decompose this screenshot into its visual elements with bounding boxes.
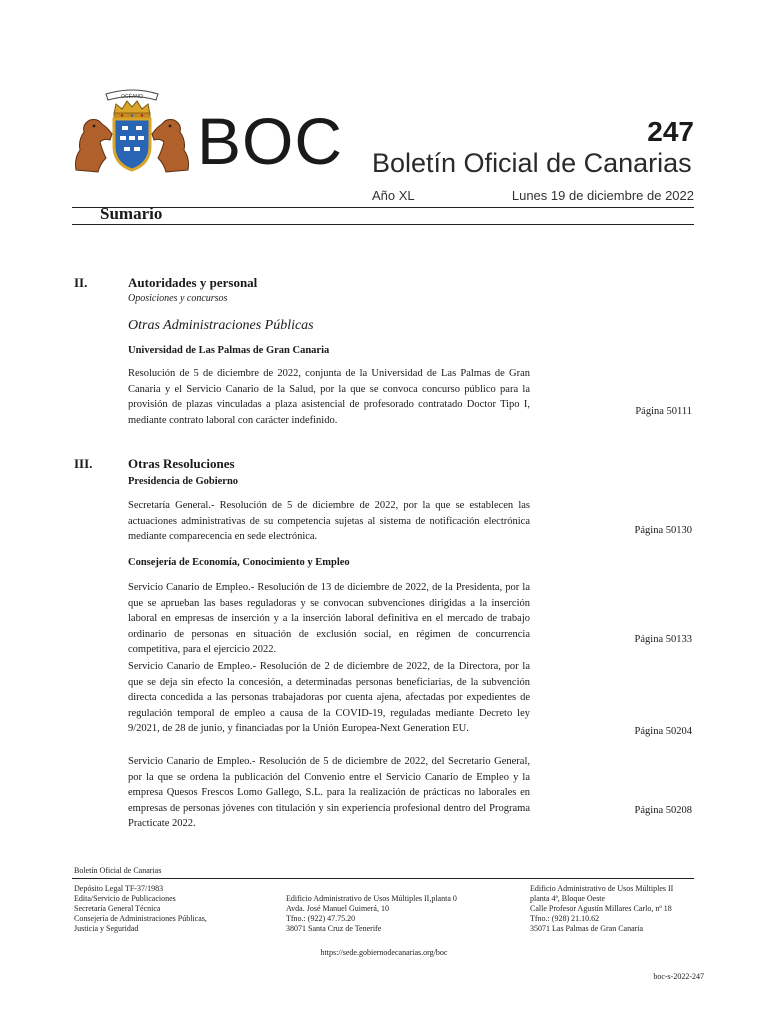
publication-year: Año XL	[372, 188, 415, 203]
footer-column-las-palmas	[530, 884, 705, 934]
page-reference[interactable]: Página 50111	[635, 406, 692, 417]
section-title: Autoridades y personal	[128, 275, 258, 290]
footer-line: Justicia y Seguridad	[74, 924, 139, 933]
publication-title: Boletín Oficial de Canarias	[372, 148, 692, 178]
summary-entry-text[interactable]: Servicio Canario de Empleo.- Resolución de 5 de diciembre de 2022, del Secretario General, por la que se ordena la publicación del Convenio entre el Servicio Canario de Empleo y la empresa Quesos Frescos Lomo Gallego, S.L. para la realización de prácticas no laborales en empresas de personas jóvenes con titulación y sin experiencia profesional dentro del Programa Practicate 2022.	[128, 756, 530, 829]
section-number: III.	[74, 456, 93, 471]
footer-url-link[interactable]: https://sede.gobiernodecanarias.org/boc	[320, 948, 448, 957]
section-number: II.	[74, 275, 88, 290]
page-reference[interactable]: Página 50130	[634, 525, 692, 536]
publication-date: Lunes 19 de diciembre de 2022	[511, 188, 694, 203]
footer-line: planta 4ª, Bloque Oeste	[530, 894, 606, 903]
footer-column-tenerife	[286, 894, 516, 934]
header-divider	[72, 207, 694, 208]
department-heading: Presidencia de Gobierno	[128, 476, 239, 487]
boc-logotype: BOC	[197, 104, 344, 178]
summary-entry-text[interactable]: Servicio Canario de Empleo.- Resolución de 13 de diciembre de 2022, de la Presidenta, por la que se aprueban las bases reguladoras y se convocan subvenciones dirigidas a la inserción laboral en empresas de inserción y a la inserción laboral definitiva en el mercado de trabajo ordinario de personas en situación de exclusión social, en régimen de concurrencia competitiva, para el ejercicio 2022.	[128, 582, 530, 655]
footer-line: Consejería de Administraciones Públicas,	[74, 914, 207, 923]
summary-divider	[72, 224, 694, 225]
footer-line: Edificio Administrativo de Usos Múltiples II	[530, 884, 674, 893]
page-reference[interactable]: Página 50133	[634, 634, 692, 645]
section-title: Otras Resoluciones	[128, 456, 235, 471]
footer-line: Avda. José Manuel Guimerá, 10	[286, 904, 389, 913]
footer-line: Edificio Administrativo de Usos Múltiples II,planta 0	[286, 894, 457, 903]
svg-text:OCÉANO: OCÉANO	[121, 94, 143, 100]
footer-publisher: Boletín Oficial de Canarias	[74, 866, 162, 875]
canary-coat-of-arms-logo	[70, 84, 194, 176]
footer-line: 35071 Las Palmas de Gran Canaria	[530, 924, 644, 933]
footer-line: Tfno.: (922) 47.75.20	[286, 914, 356, 923]
footer-line: Tfno.: (928) 21.10.62	[530, 914, 600, 923]
footer-line: 38071 Santa Cruz de Tenerife	[286, 924, 382, 933]
section-subtitle: Oposiciones y concursos	[128, 293, 228, 304]
page-reference[interactable]: Página 50204	[634, 726, 692, 737]
summary-entry-text[interactable]: Secretaría General.- Resolución de 5 de diciembre de 2022, por la que se establecen las actuaciones administrativas de su competencia sujetas al sistema de notificación electrónica mediante comparecencia en sede electrónica.	[128, 500, 530, 542]
issue-number: 247	[647, 116, 694, 147]
organization-heading: Otras Administraciones Públicas	[128, 318, 314, 333]
footer-line: Calle Profesor Agustín Millares Carlo, nº 18	[530, 904, 672, 913]
summary-entry-text[interactable]: Servicio Canario de Empleo.- Resolución de 2 de diciembre de 2022, de la Directora, por la que se deja sin efecto la concesión, a determinadas personas beneficiarias, de la subvención directa concedida a las personas trabajadoras por cuenta ajena, afectadas por expedientes de regulación temporal de empleo a causa de la COVID-19, reguladas mediante Decreto ley 9/2021, de 28 de junio, y financiadas por la Unión Europea-Next Generation EU.	[128, 661, 530, 734]
department-heading: Consejería de Economía, Conocimiento y Empleo	[128, 557, 350, 568]
department-heading: Universidad de Las Palmas de Gran Canaria	[128, 345, 330, 356]
footer-line: Depósito Legal TF-37/1983	[74, 884, 164, 893]
summary-entry-text[interactable]: Resolución de 5 de diciembre de 2022, conjunta de la Universidad de Las Palmas de Gran Canaria y el Servicio Canario de la Salud, por la que se convoca concurso público para la provisión de plazas vinculadas a plaza asistencial de profesorado contratado Doctor Tipo I, mediante contrato laboral con carácter indefinido.	[128, 368, 530, 426]
footer-line: Edita/Servicio de Publicaciones	[74, 894, 176, 903]
footer-line: Secretaría General Técnica	[74, 904, 161, 913]
page-reference[interactable]: Página 50208	[634, 805, 692, 816]
footer-divider	[72, 878, 694, 879]
summary-heading: Sumario	[100, 204, 163, 223]
document-code: boc-s-2022-247	[653, 972, 704, 981]
footer-column-legal	[74, 884, 274, 934]
